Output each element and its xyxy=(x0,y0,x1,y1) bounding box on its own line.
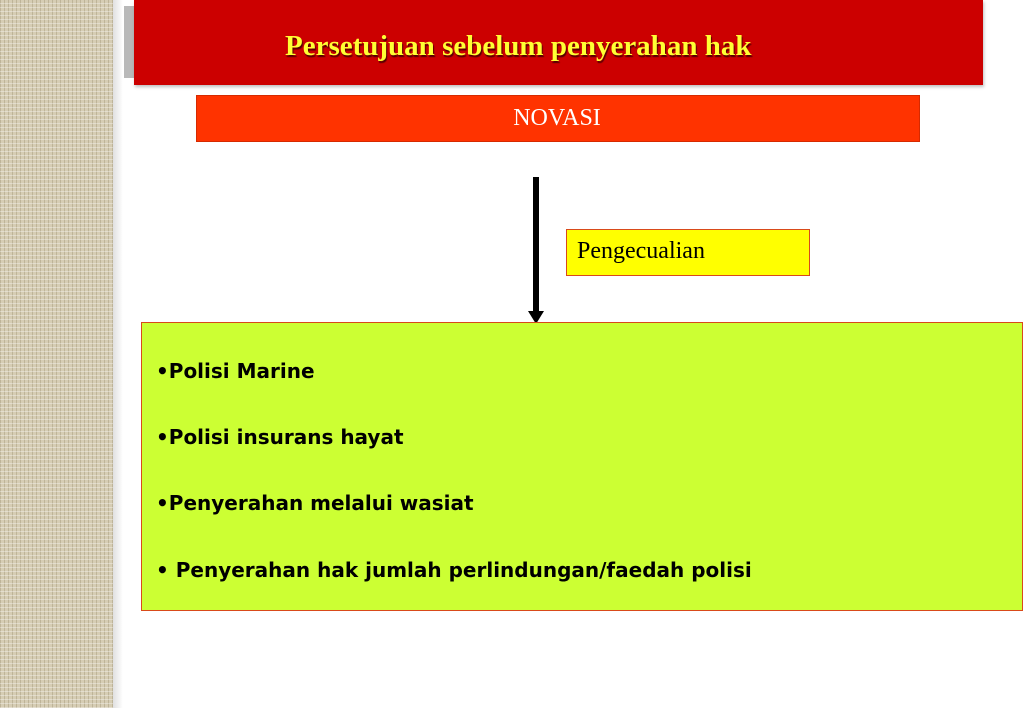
textured-side-strip xyxy=(0,0,113,708)
side-strip-shadow xyxy=(113,0,123,708)
exception-box xyxy=(566,229,810,276)
list-item: • Penyerahan hak jumlah perlindungan/faedah polisi xyxy=(156,558,752,582)
exception-label: Pengecualian xyxy=(577,238,705,264)
subtitle-bar xyxy=(196,95,920,142)
subtitle-text: NOVASI xyxy=(513,105,601,131)
slide-title: Persetujuan sebelum penyerahan hak xyxy=(285,30,752,62)
exceptions-list xyxy=(141,322,1023,611)
list-item: •Polisi insurans hayat xyxy=(156,425,404,449)
list-item: •Polisi Marine xyxy=(156,359,315,383)
list-item: •Penyerahan melalui wasiat xyxy=(156,491,474,515)
down-arrow-icon xyxy=(524,177,548,325)
arrow-shaft xyxy=(533,177,539,313)
